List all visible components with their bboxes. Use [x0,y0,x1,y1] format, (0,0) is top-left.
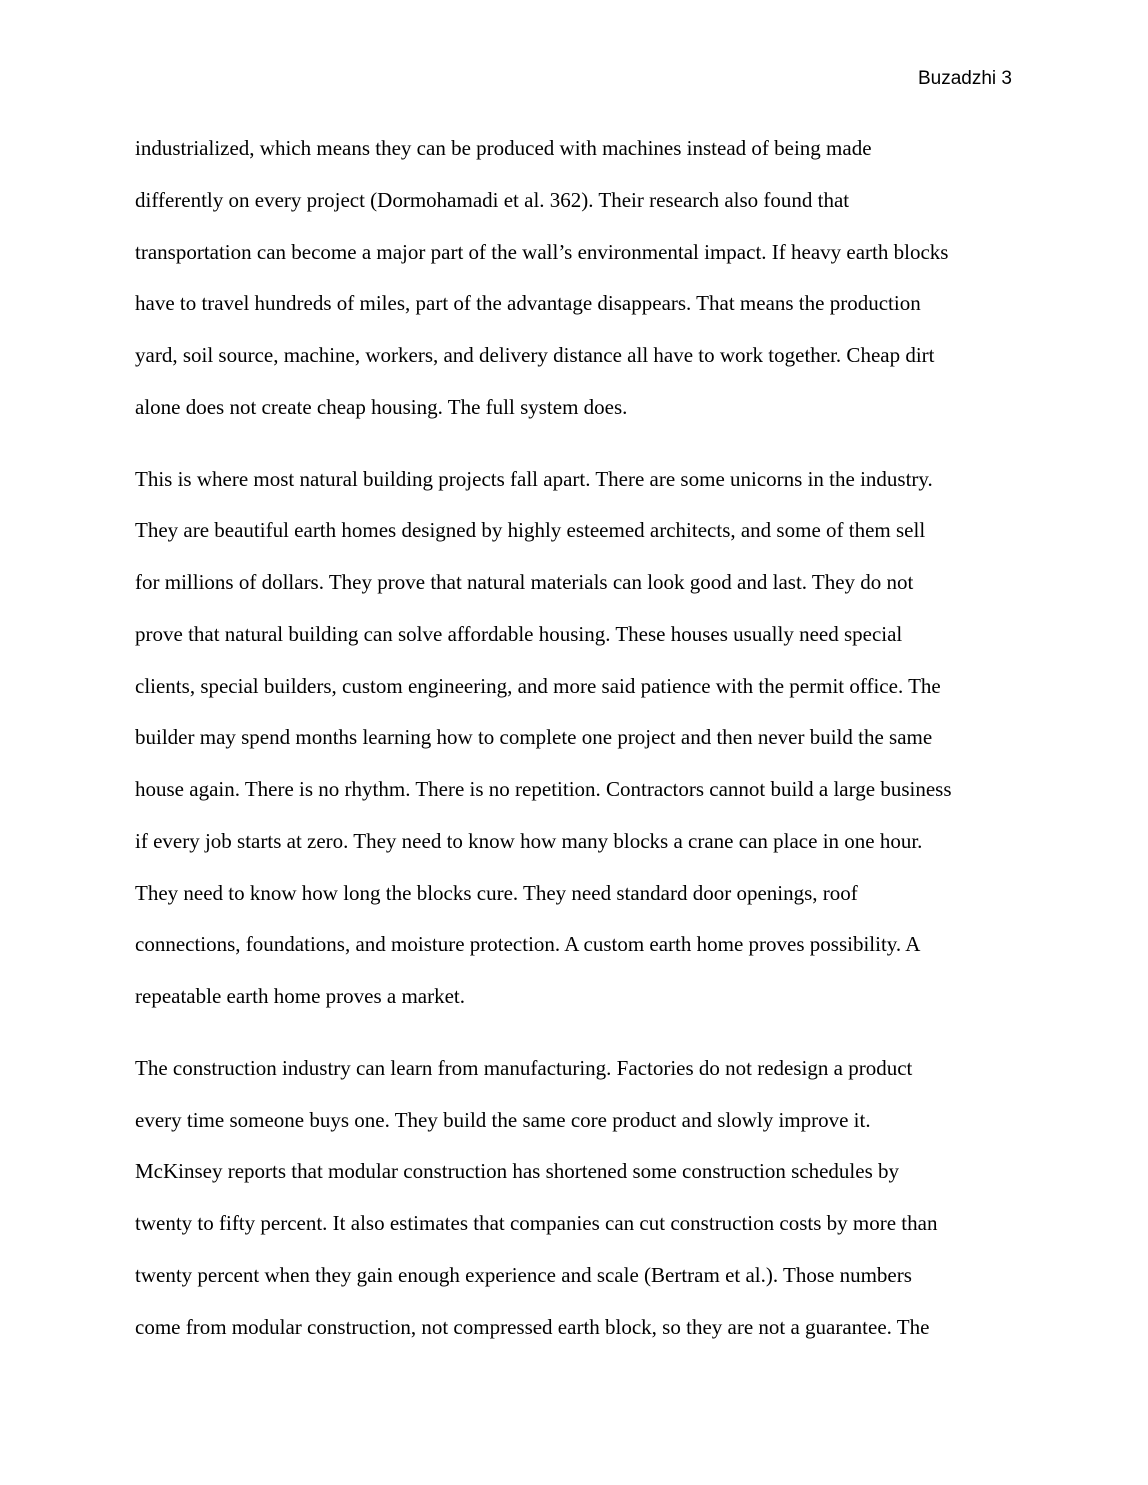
text-line: builder may spend months learning how to complete one project and then never build the same [135,725,933,750]
text-line: have to travel hundreds of miles, part of the advantage disappears. That means the production [135,291,921,316]
text-line: They are beautiful earth homes designed by highly esteemed architects, and some of them sell [135,518,926,543]
text-line: This is where most natural building projects fall apart. There are some unicorns in the industry. [135,466,933,491]
text-line: The construction industry can learn from manufacturing. Factories do not redesign a product [135,1055,913,1080]
text-line: twenty percent when they gain enough experience and scale (Bertram et al.). Those numbers [135,1262,912,1287]
running-head: Buzadzhi 3 [917,68,1012,89]
text-line: yard, soil source, machine, workers, and delivery distance all have to work together. Cheap dirt [135,343,935,367]
text-line: clients, special builders, custom engineering, and more said patience with the permit office. The [135,673,941,698]
text-line: if every job starts at zero. They need to know how many blocks a crane can place in one hour. [135,828,923,853]
text-line: transportation can become a major part of the wall’s environmental impact. If heavy earth blocks [135,239,949,264]
text-line: connections, foundations, and moisture protection. A custom earth home proves possibility. A [135,932,921,957]
text-line: for millions of dollars. They prove that natural materials can look good and last. They do not [135,570,914,594]
text-line: come from modular construction, not compressed earth block, so they are not a guarantee. The [135,1314,930,1339]
text-line: prove that natural building can solve affordable housing. These houses usually need special [135,621,903,646]
paragraph-3 [135,1043,1015,1354]
paragraph-2 [135,454,1015,1023]
text-line: repeatable earth home proves a market. [135,984,466,1008]
text-line: every time someone buys one. They build the same core product and slowly improve it. [135,1107,871,1132]
text-line: alone does not create cheap housing. The full system does. [135,394,628,419]
text-line: differently on every project (Dormohamadi et al. 362). Their research also found that [135,187,850,212]
text-line: industrialized, which means they can be produced with machines instead of being made [135,136,872,160]
paragraph-1 [135,123,1015,434]
text-line: twenty to fifty percent. It also estimates that companies can cut construction costs by more than [135,1211,938,1235]
body-text [135,123,1015,1353]
text-line: McKinsey reports that modular construction has shortened some construction schedules by [135,1159,899,1184]
text-line: They need to know how long the blocks cure. They need standard door openings, roof [135,880,858,905]
text-line: house again. There is no rhythm. There is no repetition. Contractors cannot build a large business [135,777,952,801]
